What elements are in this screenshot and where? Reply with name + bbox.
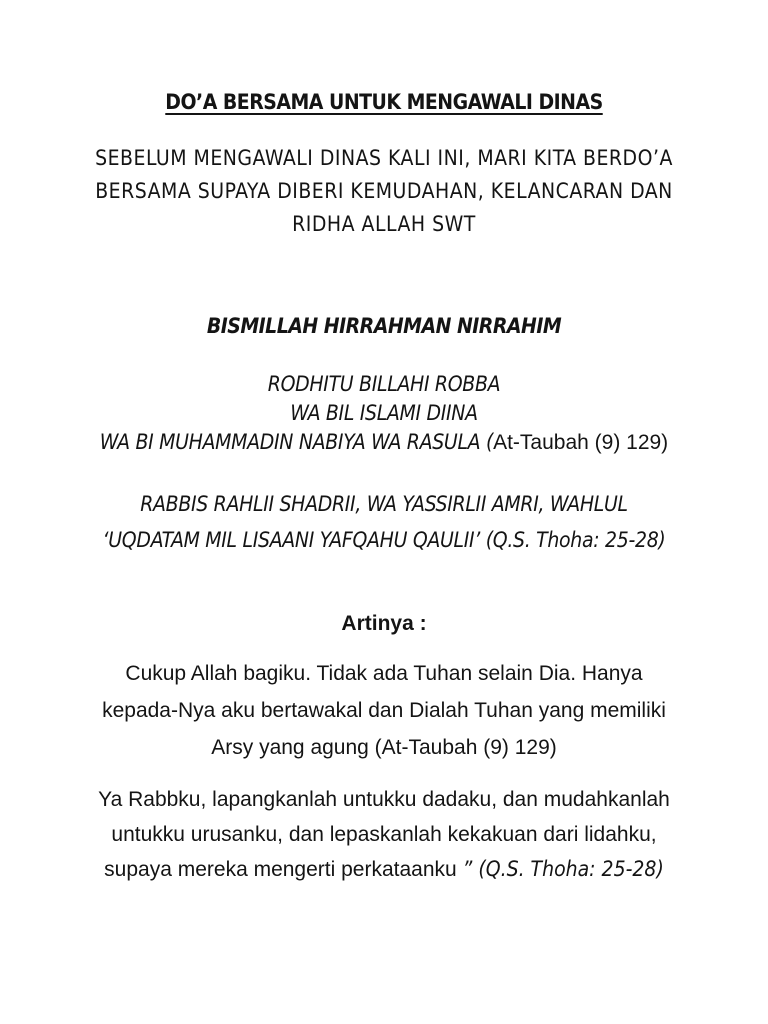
meaning2-line-with-ref — [90, 852, 678, 887]
meaning1-line: Arsy yang agung (At-Taubah (9) 129) — [211, 736, 557, 759]
meaning1-line: Cukup Allah bagiku. Tidak ada Tuhan selain Dia. Hanya — [125, 662, 643, 685]
meaning2-line-text: supaya mereka mengerti perkataanku — [104, 858, 463, 881]
meaning-paragraph-2 — [90, 782, 678, 887]
doa-paragraph-1 — [90, 370, 678, 457]
artinya-label: Artinya : — [341, 612, 427, 635]
title-text: DO’A BERSAMA UNTUK MENGAWALI DINAS — [165, 90, 603, 114]
doa-paragraph-2 — [90, 486, 678, 558]
document-title — [90, 90, 678, 114]
intro-line: SEBELUM MENGAWALI DINAS KALI INI, MARI KITA BERDO’A — [95, 146, 673, 170]
artinya-heading — [90, 612, 678, 636]
intro-line: BERSAMA SUPAYA DIBERI KEMUDAHAN, KELANCARAN DAN — [95, 179, 673, 203]
doa1-reference: At-Taubah (9) 129) — [493, 431, 669, 454]
doa1-line: WA BIL ISLAMI DIINA — [290, 401, 478, 425]
bismillah-text: BISMILLAH HIRRAHMAN NIRRAHIM — [206, 314, 562, 338]
bismillah-heading — [90, 314, 678, 338]
meaning-paragraph-1 — [90, 655, 678, 766]
intro-line: RIDHA ALLAH SWT — [292, 212, 476, 236]
meaning2-reference: ” (Q.S. Thoha: 25-28) — [462, 857, 664, 881]
meaning2-line: untukku urusanku, dan lepaskanlah kekakuan dari lidahku, — [111, 823, 657, 846]
doa1-line-with-ref — [90, 428, 678, 457]
doa1-line: RODHITU BILLAHI ROBBA — [267, 372, 501, 396]
intro-paragraph — [90, 142, 678, 241]
doa1-line-text: WA BI MUHAMMADIN NABIYA WA RASULA ( — [99, 430, 494, 454]
doa2-line: ‘UQDATAM MIL LISAANI YAFQAHU QAULII’ (Q.S. Thoha: 25-28) — [102, 528, 666, 552]
meaning1-line: kepada-Nya aku bertawakal dan Dialah Tuhan yang memiliki — [102, 699, 666, 722]
doa2-line: RABBIS RAHLII SHADRII, WA YASSIRLII AMRI, WAHLUL — [140, 492, 628, 516]
meaning2-line: Ya Rabbku, lapangkanlah untukku dadaku, dan mudahkanlah — [98, 788, 670, 811]
